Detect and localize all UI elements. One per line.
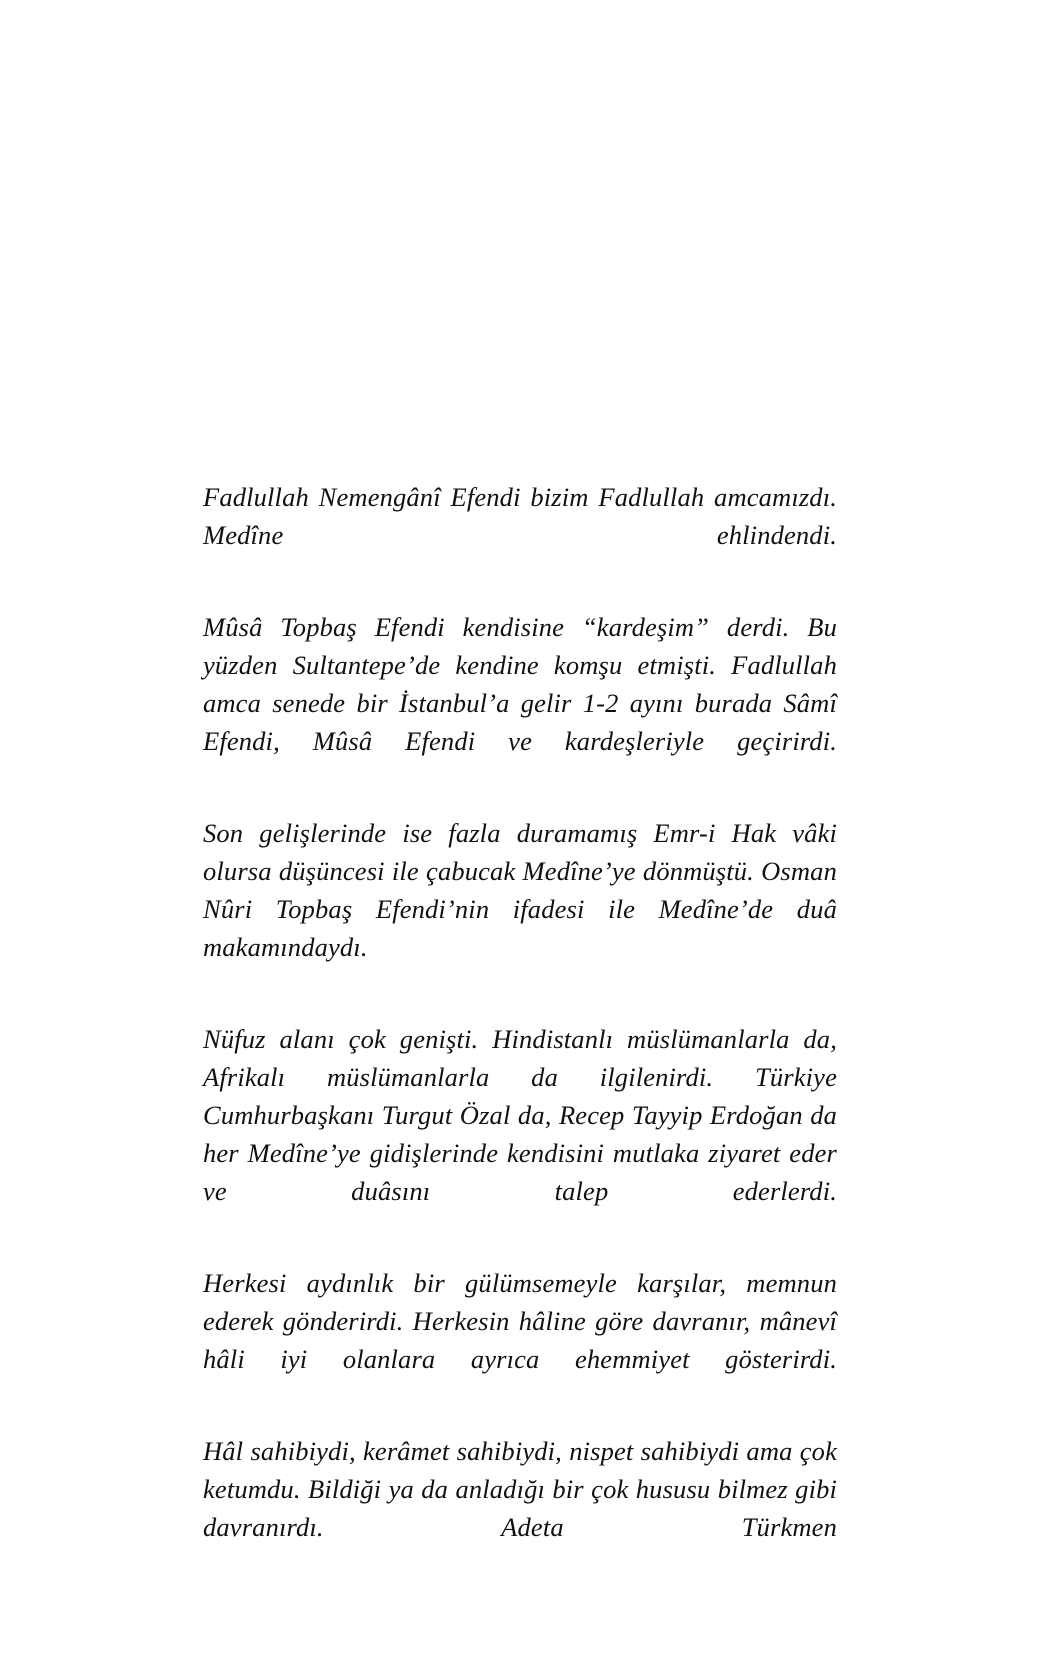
- paragraph-5: Herkesi aydınlık bir gülümsemeyle karşılar, memnun ederek gönderirdi. Herkesin hâline göre davranır, mânevî hâli iyi olanlara ayrıca ehemmiyet gösterirdi.: [203, 1267, 837, 1375]
- paragraph-3: Son gelişlerinde ise fazla duramamış Emr-i Hak vâki olursa düşüncesi ile çabucak Medîne’ye dönmüştü. Osman Nûri Topbaş Efendi’nin ifadesi ile Medîne’de duâ makamındaydı.: [203, 817, 837, 963]
- paragraph-6: Hâl sahibiydi, kerâmet sahibiydi, nispet sahibiydi ama çok ketumdu. Bildiği ya da anladığı bir çok hususu bilmez gibi davranırdı. Adeta Türkmen: [203, 1435, 837, 1543]
- body-text-block: [203, 478, 837, 1584]
- paragraph-1: Fadlullah Nemengânî Efendi bizim Fadlullah amcamızdı. Medîne ehlindendi.: [203, 482, 837, 551]
- paragraph-4: Nüfuz alanı çok genişti. Hindistanlı müslümanlarla da, Afrikalı müslümanlarla da ilgilenirdi. Türkiye Cumhurbaşkanı Turgut Özal da, Recep Tayyip Erdoğan da her Medîne’ye gidişlerinde kendisini mutlaka ziyaret eder ve duâsını talep ederlerdi.: [203, 1023, 837, 1207]
- paragraph-2: Mûsâ Topbaş Efendi kendisine “kardeşim” derdi. Bu yüzden Sultantepe’de kendine komşu etmişti. Fadlullah amca senede bir İstanbul’a gelir 1-2 ayını burada Sâmî Efendi, Mûsâ Efendi ve kardeşleriyle geçirirdi.: [203, 611, 837, 757]
